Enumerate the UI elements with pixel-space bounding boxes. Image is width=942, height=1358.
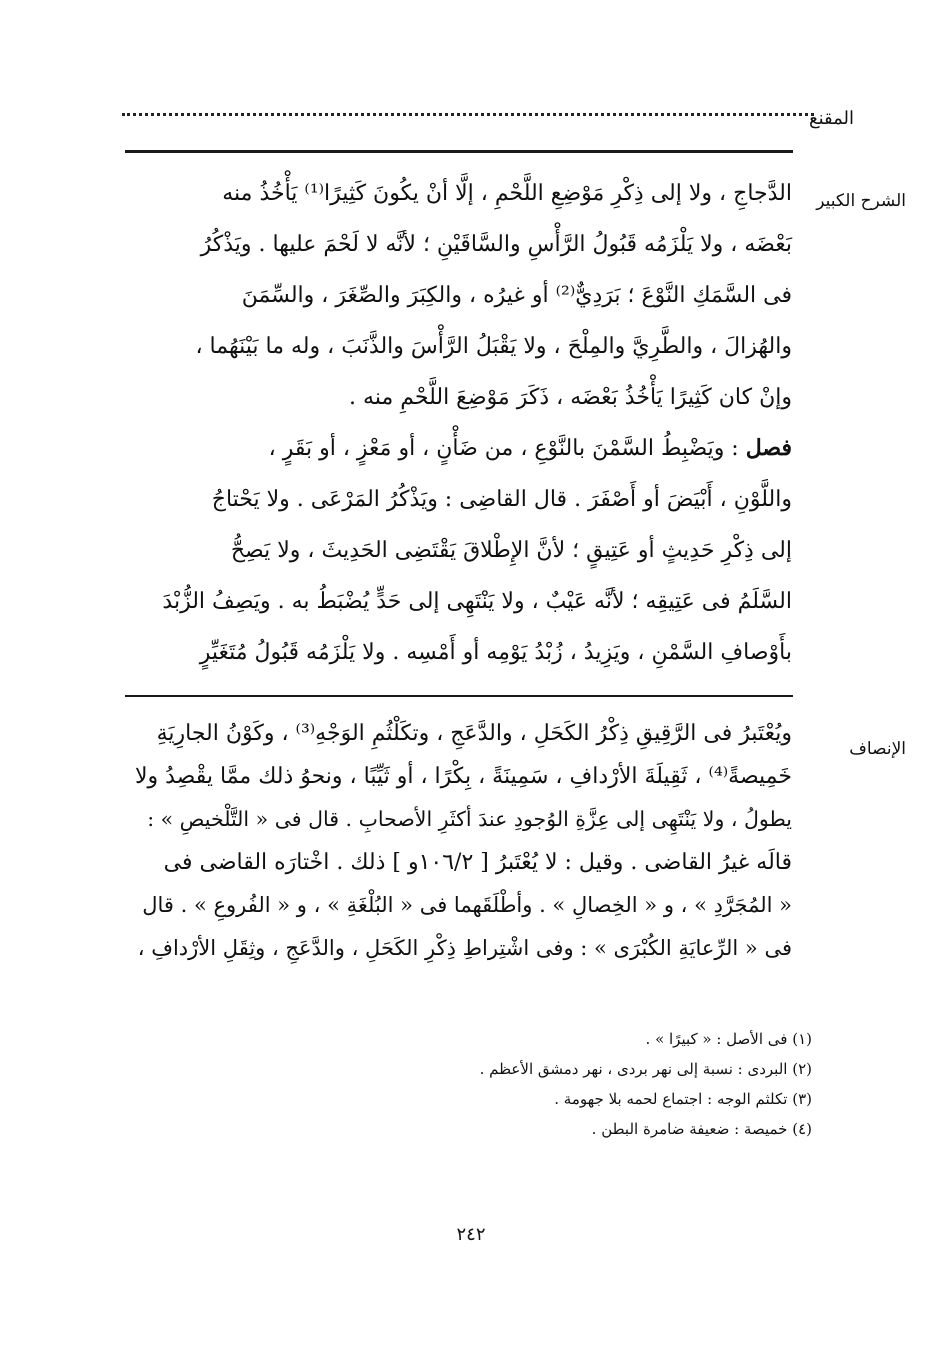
text-line: بأَوْصافِ السَّمْنِ ، ويَزِيدُ ، زُبْدُ يَوْمِه أو أَمْسِه . ولا يَلْزَمُه قَبُولُ مُتَغَيِّرٍ <box>199 640 792 665</box>
running-head: المقنع <box>808 108 854 129</box>
text-line: واللَّوْنِ ، أَبْيَضَ أو أَصْفَرَ . قال القاضِى : ويَذْكُرُ المَرْعَى . ولا يَحْتاجُ <box>211 487 792 512</box>
fasl-line <box>132 423 792 474</box>
text-line: ويُعْتَبرُ فى الرَّقِيقِ ذِكْرُ الكَحَلِ ، والدَّعَجِ ، وتكَلْثُمِ الوَجْهِ⁽³⁾ ، وكَوْنُ الجارِيَةِ <box>156 721 792 746</box>
text-line: وإنْ كان كَثِيرًا يَأْخُذُ بَعْضَه ، ذَكَرَ مَوْضِعَ اللَّحْمِ منه . <box>349 385 792 410</box>
section-label-insaf: الإنصاف <box>849 739 906 759</box>
text-line: قالَه غيرُ القاضى . وقيل : لا يُعْتَبرُ [ ١٠٦/٢و ] ذلك . اخْتارَه القاضى فى <box>163 850 792 875</box>
footnote-1: (١) فى الأصل : « كبيرًا » . <box>645 1030 812 1048</box>
fasl-heading: فصل <box>745 435 792 461</box>
text-line: والهُزالَ ، والطَّرِيَّ والمِلْحَ ، ولا يَقْبَلُ الرَّأْسَ والذَّنَبَ ، وله ما بَيْنَهُما ، <box>195 334 792 359</box>
footnote-4: (٤) خميصة : ضعيفة ضامرة البطن . <box>591 1120 812 1138</box>
text-line: فى « الرِّعايَةِ الكُبْرَى » : وفى اشْتِراطِ ذِكْرِ الكَحَلِ ، والدَّعَجِ ، وثِقَلِ الأرْدافِ ، <box>137 936 792 960</box>
fasl-text: : ويَضْبِطُ السَّمْنَ بالنَّوْعِ ، من ضَأْنٍ ، أو مَعْزٍ ، أو بَقَرٍ ، <box>268 436 739 461</box>
text-line: الدَّجاجِ ، ولا إلى ذِكْرِ مَوْضِعِ اللَّحْمِ ، إلَّا أنْ يكُونَ كَثِيرًا⁽¹⁾ يَأْخُذُ منه <box>222 181 792 206</box>
header-rule <box>125 150 793 153</box>
dotted-header-rule <box>122 113 814 116</box>
footnote-2: (٢) البردى : نسبة إلى نهر بردى ، نهر دمشق الأعظم . <box>479 1060 812 1078</box>
insaf-text-block <box>132 712 792 970</box>
text-line: فى السَّمَكِ النَّوْعَ ؛ بَرَدِيٌّ⁽²⁾ أو غيرُه ، والكِبَرَ والصِّغَرَ ، والسِّمَنَ <box>241 283 792 308</box>
section-divider <box>125 695 793 697</box>
sharh-text-block <box>132 168 792 678</box>
page-number: ٢٤٢ <box>456 1224 486 1245</box>
text-line: بَعْضَه ، ولا يَلْزَمُه قَبُولُ الرَّأْسِ والسَّاقَيْنِ ؛ لأنَّه لا لَحْمَ عليها . ويَذْكُرُ <box>200 232 792 257</box>
text-line: خَمِيصةً⁽⁴⁾ ، ثَقِيلَةَ الأرْدافِ ، سَمِينَةً ، بِكْرًا ، أو ثَيِّبًا ، ونحوُ ذلك ممَّا يقْصِدُ ولا <box>134 764 792 789</box>
section-label-sharh: الشرح الكبير <box>816 191 906 211</box>
text-line: السَّلَمُ فى عَتِيقِه ؛ لأنَّه عَيْبٌ ، ولا يَنْتَهِى إلى حَدٍّ يُضْبَطُ به . ويَصِفُ الزُّبْدَ <box>162 589 792 614</box>
footnotes <box>132 1024 812 1144</box>
text-line: « المُجَرَّدِ » ، و « الخِصالِ » . وأطْلَقَهما فى « البُلْغَةِ » ، و « الفُروعِ » . قال <box>142 893 792 917</box>
footnote-3: (٣) تكلثم الوجه : اجتماع لحمه بلا جهومة . <box>554 1090 812 1108</box>
text-line: يطولُ ، ولا يَنْتَهِى إلى عِزَّةِ الوُجودِ عندَ أكثَرِ الأصحابِ . قال فى « التَّلْخيصِ » : <box>147 807 792 831</box>
text-line: إلى ذِكْرِ حَدِيثٍ أو عَتِيقٍ ؛ لأنَّ الإِطْلاقَ يَقْتَضِى الحَدِيثَ ، ولا يَصِحُّ <box>230 538 792 563</box>
